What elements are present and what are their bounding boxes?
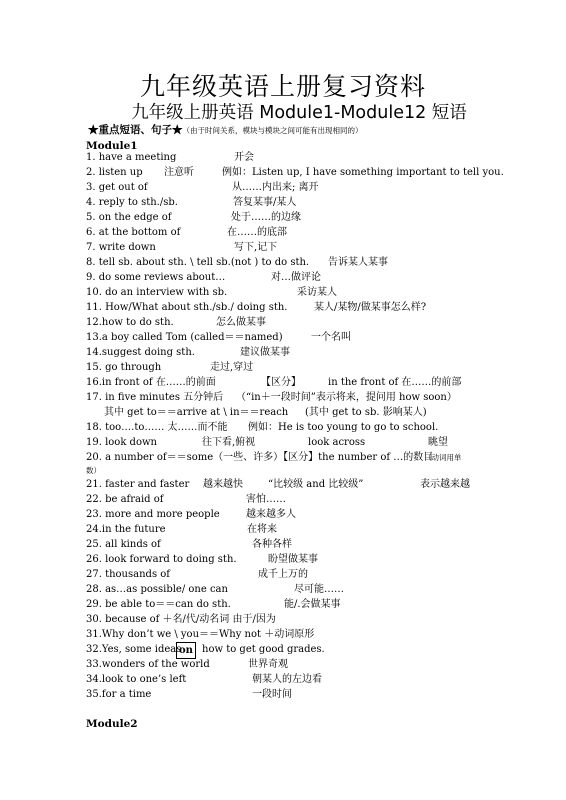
phrase: 10. do an interview with sb. <box>86 287 228 298</box>
meaning: 从……内出来; 离开 <box>232 182 319 193</box>
meaning: 对…做评论 <box>271 272 321 283</box>
meaning: 怎么做某事 <box>216 317 266 328</box>
compare-label: 【区分】 <box>261 377 301 388</box>
meaning: 往下看,俯视 <box>202 437 256 448</box>
key-heading-note: （由于时间关系，模块与模块之间可能有出现相同的） <box>182 126 363 135</box>
phrase: 21. faster and faster <box>86 479 190 490</box>
note: 数） <box>86 466 101 475</box>
meaning: 越来越快 <box>203 479 243 490</box>
phrase: 16.in front of 在……的前面 <box>86 377 216 388</box>
document-subtitle: 九年级上册英语 Module1-Module12 短语 <box>131 103 467 123</box>
extra-meaning: 表示越来越 <box>420 479 470 490</box>
phrase: 7. write down <box>86 242 156 253</box>
meaning: 处于……的边缘 <box>231 212 301 223</box>
key-heading-label: ★重点短语、句子★ <box>88 124 183 136</box>
meaning: 在将来 <box>247 524 277 535</box>
phrase: 20. a number of＝＝some（一些、许多）【区分】the number of …的数目 <box>86 452 434 463</box>
example: 例如：Listen up, I have something important to tell you. <box>222 167 504 178</box>
extra: in the front of 在……的前部 <box>328 377 462 388</box>
phrase: 15. go through <box>86 362 162 373</box>
meaning: 答复某事/某人 <box>233 197 297 208</box>
meaning: 盼望做某事 <box>268 554 318 565</box>
meaning: 各种各样 <box>252 539 292 550</box>
meaning: 害怕…… <box>246 494 286 505</box>
meaning: 采访某人 <box>297 287 337 298</box>
phrase: 6. at the bottom of <box>86 227 181 238</box>
meaning: 某人/某物/做某事怎么样? <box>314 302 427 313</box>
phrase: 14.suggest doing sth. <box>86 347 195 358</box>
meaning: 开会 <box>234 152 254 163</box>
meaning: 一段时间 <box>252 689 292 700</box>
module1-heading: Module1 <box>86 140 138 152</box>
phrase: 1. have a meeting <box>86 152 177 163</box>
phrase: 5. on the edge of <box>86 212 172 223</box>
meaning: 注意听 <box>164 167 194 178</box>
meaning: 世界奇观 <box>248 659 288 670</box>
meaning: 建议做某事 <box>240 347 290 358</box>
meaning: 越来越多人 <box>246 509 296 520</box>
extra: (其中 get to sb. 影响某人) <box>305 407 427 418</box>
phrase: 23. more and more people <box>86 509 220 520</box>
phrase: 13.a boy called Tom (called＝＝named) <box>86 332 283 343</box>
extra: “比较级 and 比较级” <box>268 479 364 490</box>
phrase: 33.wonders of the world <box>86 659 210 670</box>
phrase: 30. because of ＋名/代/动名词 由于/因为 <box>86 614 276 625</box>
phrase: 26. look forward to doing sth. <box>86 554 237 565</box>
phrase: 11. How/What about sth./sb./ doing sth. <box>86 302 288 313</box>
phrase: 12.how to do sth. <box>86 317 174 328</box>
meaning: 能/.会做某事 <box>284 599 341 610</box>
meaning: 一个名叫 <box>311 332 351 343</box>
meaning: 走过,穿过 <box>210 362 254 373</box>
phrase: 9. do some reviews about… <box>86 272 226 283</box>
extra-meaning: 眺望 <box>428 437 448 448</box>
example: 例如：He is too young to go to school. <box>248 422 439 433</box>
phrase: 35.for a time <box>86 689 152 700</box>
phrase: 31.Why don’t we \ you＝＝Why not ＋动词原形 <box>86 629 315 640</box>
module2-heading: Module2 <box>86 718 138 730</box>
meaning: 朝某人的左边看 <box>252 674 322 685</box>
phrase: 32.Yes, some ideas <box>86 644 182 655</box>
key-heading <box>88 123 363 138</box>
phrase: 18. too….to…… 太……而不能 <box>86 422 228 433</box>
meaning: 在……的底部 <box>227 227 287 238</box>
meaning: 告诉某人某事 <box>328 257 388 268</box>
phrase: 34.look to one’s left <box>86 674 187 685</box>
phrase: 其中 get to＝＝arrive at \ in＝＝reach <box>104 407 289 418</box>
phrase: 2. listen up <box>86 167 143 178</box>
document-title: 九年级英语上册复习资料 <box>139 72 426 101</box>
phrase: 28. as…as possible/ one can <box>86 584 228 595</box>
phrase: 17. in five minutes 五分钟后 <box>86 392 224 403</box>
phrase: 27. thousands of <box>86 569 170 580</box>
meaning: 成千上万的 <box>258 569 308 580</box>
phrase: 25. all kinds of <box>86 539 161 550</box>
phrase: 22. be afraid of <box>86 494 164 505</box>
phrase: 24.in the future <box>86 524 166 535</box>
boxed-word: on <box>176 642 196 659</box>
phrase: 4. reply to sth./sb. <box>86 197 178 208</box>
note: （动词用单 <box>424 453 462 462</box>
phrase: 29. be able to＝＝can do sth. <box>86 599 231 610</box>
phrase: 8. tell sb. about sth. \ tell sb.(not ) to do sth. <box>86 257 310 268</box>
extra: look across <box>308 437 366 448</box>
meaning: 写下,记下 <box>234 242 278 253</box>
meaning: 尽可能…… <box>294 584 344 595</box>
phrase: 3. get out of <box>86 182 148 193</box>
phrase: 19. look down <box>86 437 157 448</box>
extra: how to get good grades. <box>202 644 325 655</box>
extra: （“in＋一段时间”表示将来，提问用 how soon） <box>236 392 457 403</box>
